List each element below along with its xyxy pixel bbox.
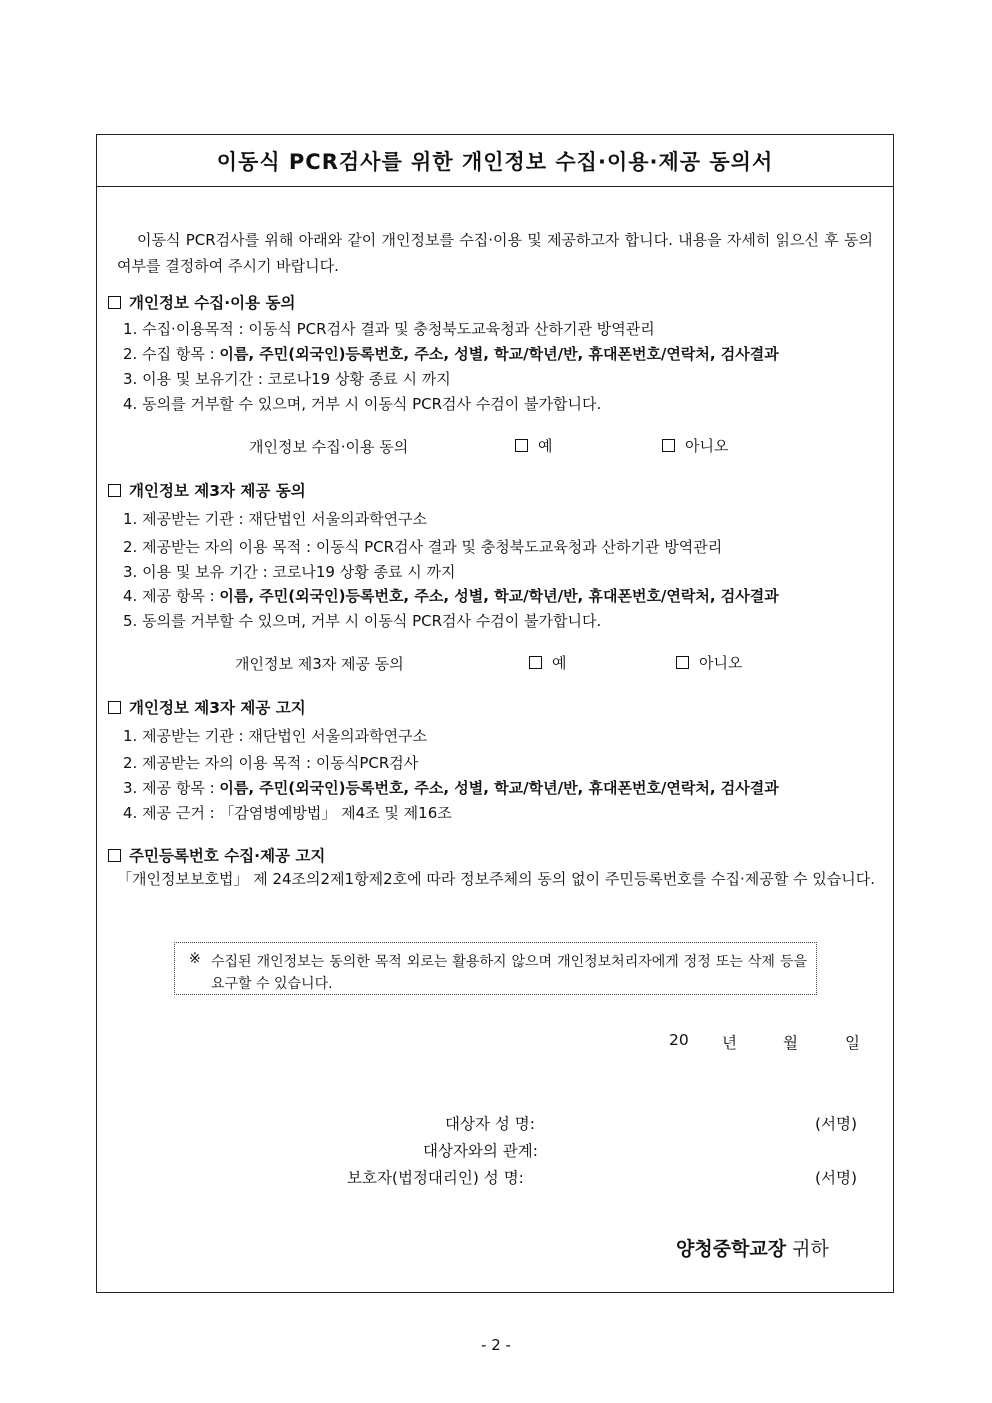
- section1-heading: 개인정보 수집·이용 동의: [108, 291, 295, 313]
- page-number: - 2 -: [481, 1336, 511, 1354]
- checkbox-icon[interactable]: [676, 656, 689, 669]
- section2-heading: 개인정보 제3자 제공 동의: [108, 479, 306, 501]
- section1-yes-option[interactable]: 예: [515, 435, 553, 456]
- section1-item-1: 1. 수집·이용목적 : 이동식 PCR검사 결과 및 충청북도교육청과 산하기관 방역관리: [123, 320, 655, 338]
- section2-item-1: 1. 제공받는 기관 : 재단법인 서울의과학연구소: [123, 510, 428, 528]
- date-year: 년: [722, 1034, 737, 1052]
- subject-name-label: 대상자 성 명:: [445, 1115, 535, 1133]
- intro-paragraph: 이동식 PCR검사를 위해 아래와 같이 개인정보를 수집·이용 및 제공하고자 합니다. 내용을 자세히 읽으신 후 동의 여부를 결정하여 주시기 바랍니다.: [117, 231, 873, 275]
- section2-item-5: 5. 동의를 거부할 수 있으며, 거부 시 이동식 PCR검사 수검이 불가합니다.: [123, 612, 602, 630]
- section3-item-4: 4. 제공 근거 : 「감염병예방법」 제4조 및 제16조: [123, 804, 452, 822]
- checkbox-square-icon: [108, 701, 121, 714]
- checkbox-square-icon: [108, 484, 121, 497]
- checkbox-icon[interactable]: [515, 439, 528, 452]
- section1-item-3: 3. 이용 및 보유기간 : 코로나19 상황 종료 시 까지: [123, 370, 451, 388]
- section1-consent-label: 개인정보 수집·이용 동의: [249, 438, 409, 456]
- section3-item-3: 3. 제공 항목 : 이름, 주민(외국인)등록번호, 주소, 성별, 학교/학년/반, 휴대폰번호/연락처, 검사결과: [123, 779, 779, 797]
- title-row: [97, 135, 893, 187]
- section3-item-2: 2. 제공받는 자의 이용 목적 : 이동식PCR검사: [123, 754, 419, 772]
- section1-item-4: 4. 동의를 거부할 수 있으며, 거부 시 이동식 PCR검사 수검이 불가합니다.: [123, 395, 602, 413]
- section3-item-1: 1. 제공받는 기관 : 재단법인 서울의과학연구소: [123, 727, 428, 745]
- relation-label: 대상자와의 관계:: [423, 1142, 538, 1160]
- date-month: 월: [783, 1034, 798, 1052]
- section4-heading: 주민등록번호 수집·제공 고지: [108, 844, 325, 866]
- notice-box: [174, 942, 817, 995]
- date-year-prefix: 20: [669, 1031, 689, 1049]
- section3-heading: 개인정보 제3자 제공 고지: [108, 696, 306, 718]
- checkbox-square-icon: [108, 849, 121, 862]
- date-day: 일: [845, 1034, 860, 1052]
- notice-text: 수집된 개인정보는 동의한 목적 외로는 활용하지 않으며 개인정보처리자에게 정정 또는 삭제 등을 요구할 수 있습니다.: [211, 954, 807, 992]
- checkbox-icon[interactable]: [529, 656, 542, 669]
- guardian-sign-mark: (서명): [815, 1169, 858, 1187]
- section2-consent-label: 개인정보 제3자 제공 동의: [235, 655, 404, 673]
- form-title: 이동식 PCR검사를 위한 개인정보 수집·이용·제공 동의서: [216, 149, 774, 174]
- section2-item-2: 2. 제공받는 자의 이용 목적 : 이동식 PCR검사 결과 및 충청북도교육청과 산하기관 방역관리: [123, 538, 723, 556]
- checkbox-icon[interactable]: [662, 439, 675, 452]
- reference-mark-icon: ※: [189, 951, 201, 967]
- section1-no-option[interactable]: 아니오: [662, 435, 728, 456]
- section1-item-2: 2. 수집 항목 : 이름, 주민(외국인)등록번호, 주소, 성별, 학교/학년/반, 휴대폰번호/연락처, 검사결과: [123, 345, 779, 363]
- addressee: 양청중학교장 귀하: [676, 1238, 829, 1260]
- section2-no-option[interactable]: 아니오: [676, 652, 742, 673]
- checkbox-square-icon: [108, 296, 121, 309]
- section2-item-3: 3. 이용 및 보유 기간 : 코로나19 상황 종료 시 까지: [123, 563, 456, 581]
- consent-form-frame: [96, 134, 894, 1293]
- resident-number-notice: 「개인정보보호법」 제 24조의2제1항제2호에 따라 정보주체의 동의 없이 주민등록번호를 수집·제공할 수 있습니다.: [117, 870, 876, 888]
- section2-yes-option[interactable]: 예: [529, 652, 567, 673]
- section2-item-4: 4. 제공 항목 : 이름, 주민(외국인)등록번호, 주소, 성별, 학교/학년/반, 휴대폰번호/연락처, 검사결과: [123, 587, 779, 605]
- guardian-name-label: 보호자(법정대리인) 성 명:: [347, 1169, 524, 1187]
- subject-sign-mark: (서명): [815, 1115, 858, 1133]
